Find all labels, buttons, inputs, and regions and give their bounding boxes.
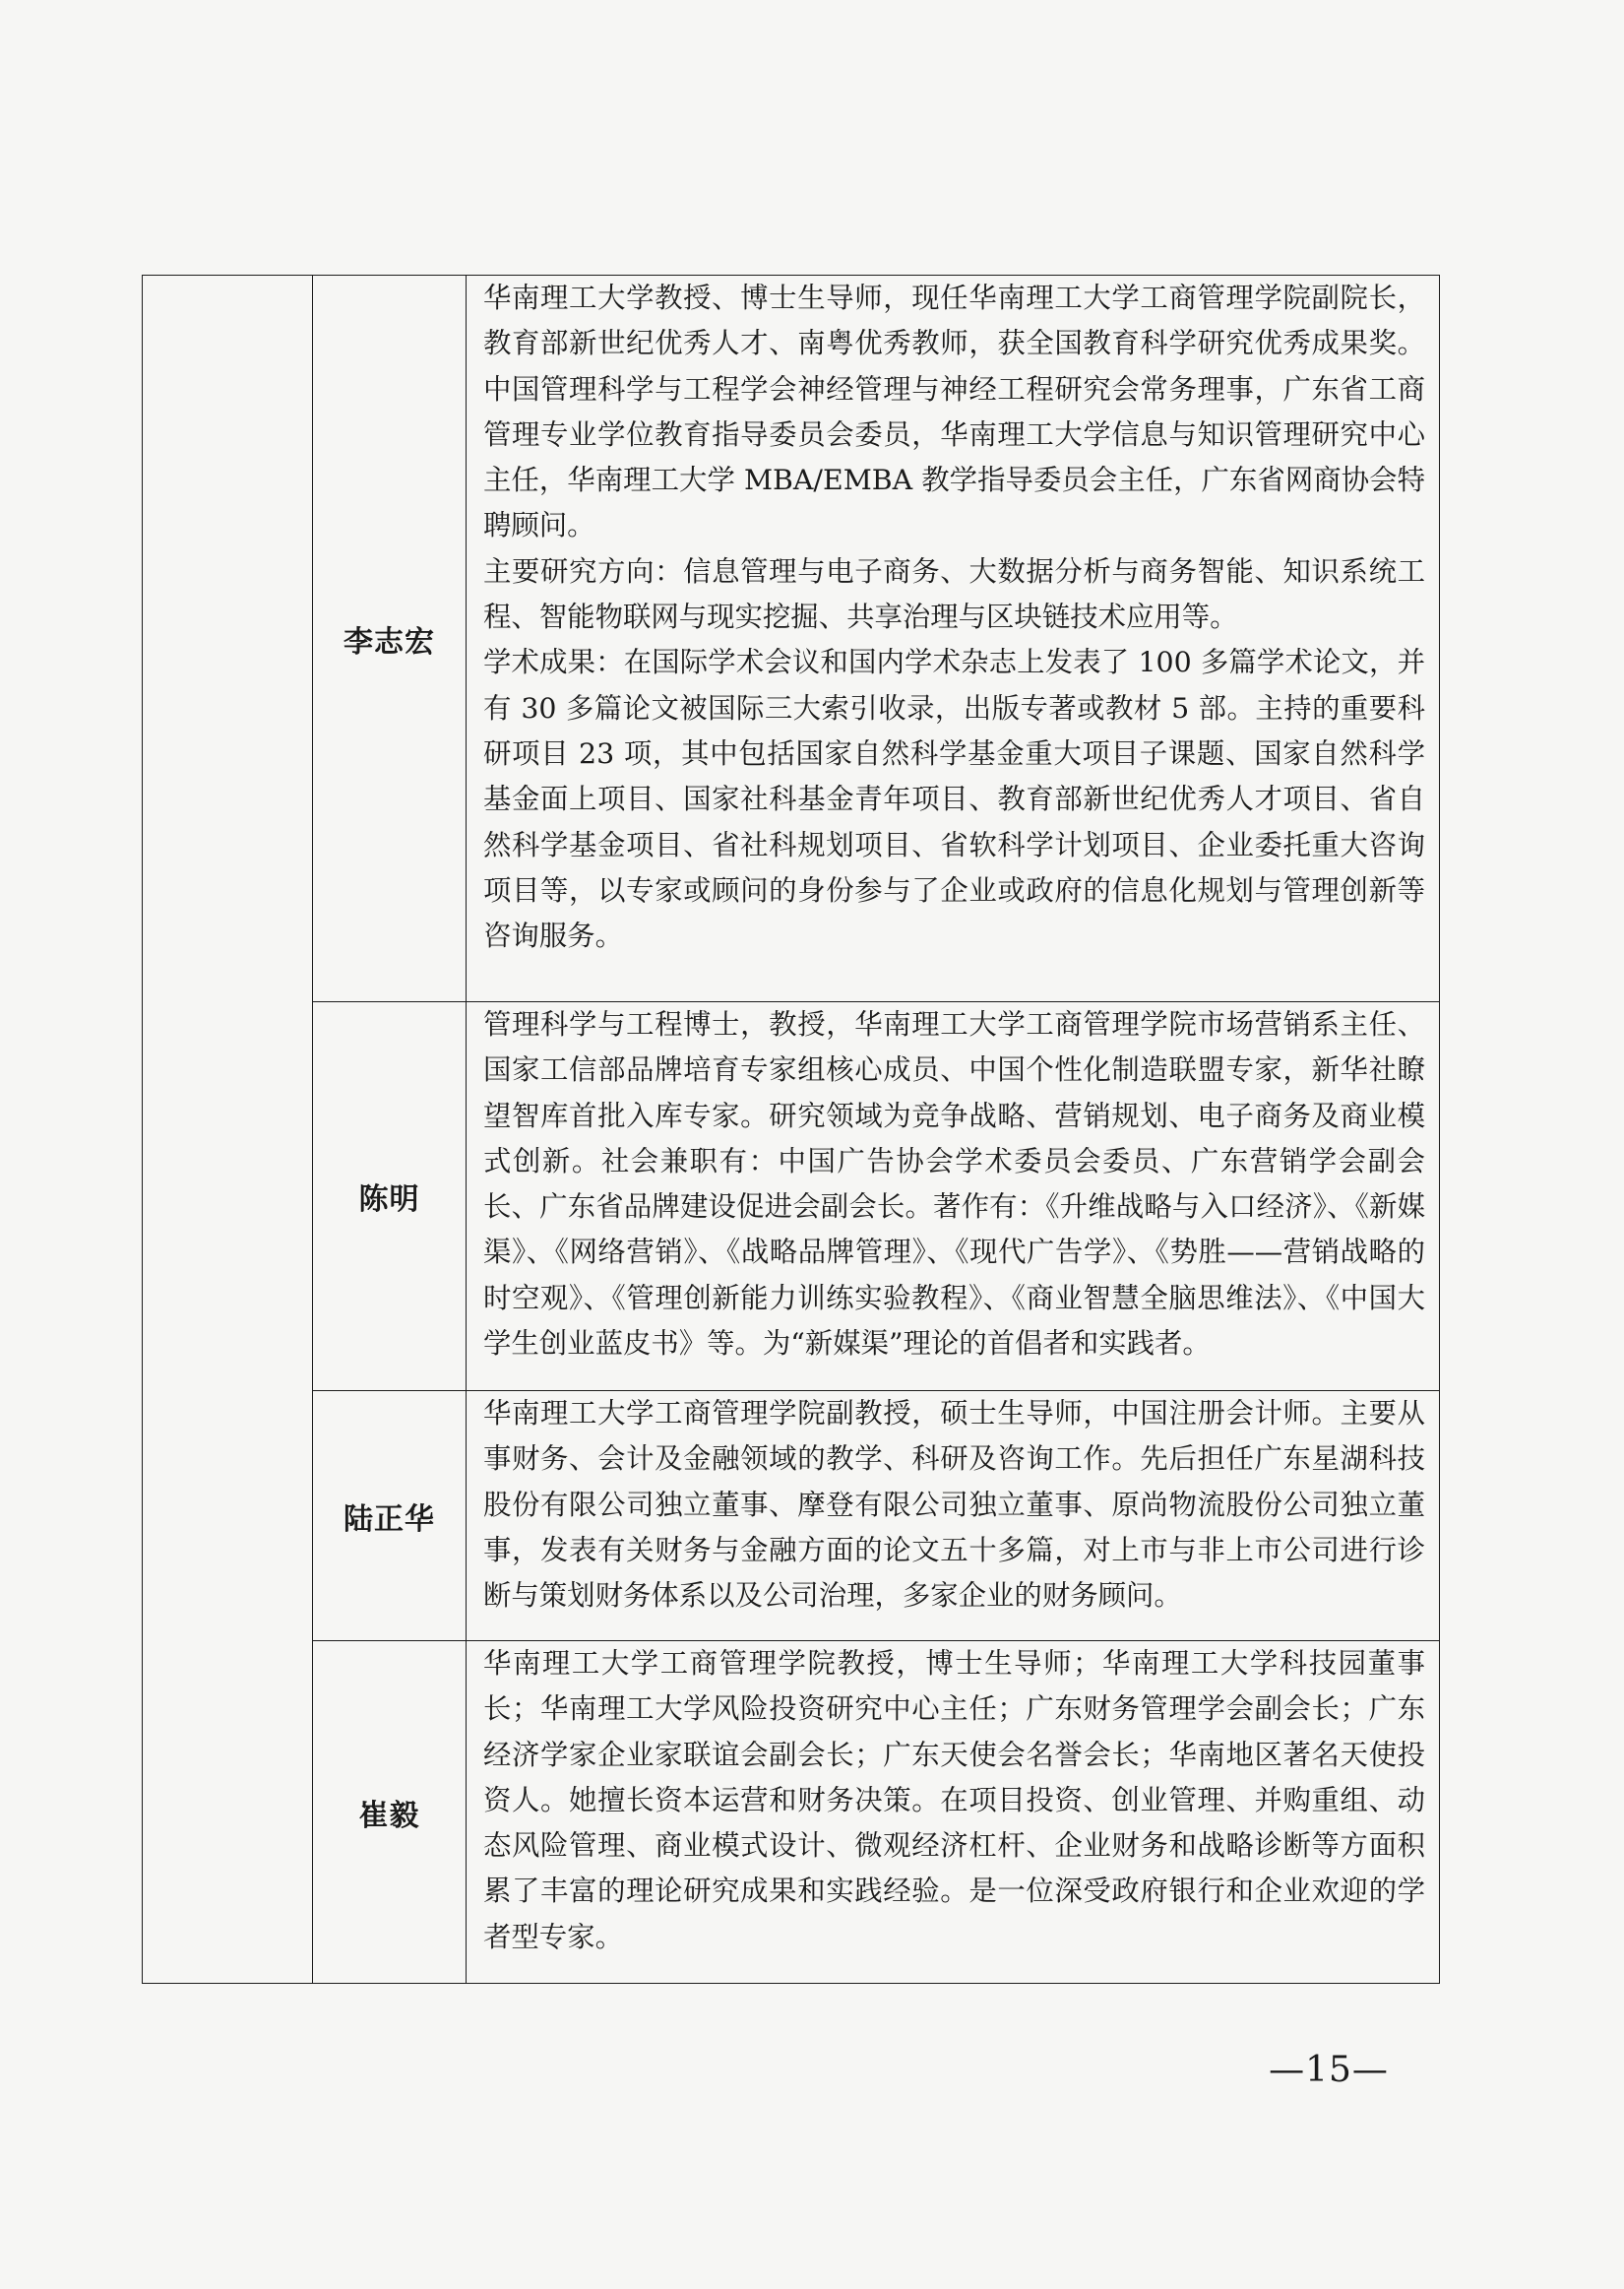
category-cell	[143, 276, 313, 1984]
bio-paragraph: 管理科学与工程博士，教授，华南理工大学工商管理学院市场营销系主任、国家工信部品牌培育专家组核心成员、中国个性化制造联盟专家，新华社瞭望智库首批入库专家。研究领域为竞争战略、营销规划、电子商务及商业模式创新。社会兼职有：中国广告协会学术委员会委员、广东营销学会副会长、广东省品牌建设促进会副会长。著作有：《升维战略与入口经济》、《新媒渠》、《网络营销》、《战略品牌管理》、《现代广告学》、《势胜——营销战略的时空观》、《管理创新能力训练实验教程》、《商业智慧全脑思维法》、《中国大学生创业蓝皮书》等。为“新媒渠”理论的首倡者和实践者。	[483, 1008, 1425, 1361]
expert-bio	[467, 1391, 1440, 1641]
table-row	[143, 1641, 1440, 1984]
bio-paragraph: 华南理工大学工商管理学院教授，博士生导师；华南理工大学科技园董事长；华南理工大学风险投资研究中心主任；广东财务管理学会副会长；广东经济学家企业家联谊会副会长；广东天使会名誉会长；华南地区著名天使投资人。她擅长资本运营和财务决策。在项目投资、创业管理、并购重组、动态风险管理、商业模式设计、微观经济杠杆、企业财务和战略诊断等方面积累了丰富的理论研究成果和实践经验。是一位深受政府银行和企业欢迎的学者型专家。	[483, 1647, 1425, 1953]
bio-paragraph: 主要研究方向：信息管理与电子商务、大数据分析与商务智能、知识系统工程、智能物联网与现实挖掘、共享治理与区块链技术应用等。	[483, 554, 1425, 634]
table-row	[143, 276, 1440, 1002]
bio-paragraph: 华南理工大学工商管理学院副教授，硕士生导师，中国注册会计师。主要从事财务、会计及金融领域的教学、科研及咨询工作。先后担任广东星湖科技股份有限公司独立董事、摩登有限公司独立董事、原尚物流股份公司独立董事，发表有关财务与金融方面的论文五十多篇，对上市与非上市公司进行诊断与策划财务体系以及公司治理，多家企业的财务顾问。	[483, 1397, 1425, 1613]
expert-bio	[467, 276, 1440, 1002]
expert-name: 陈明	[313, 1002, 467, 1391]
expert-bio	[467, 1002, 1440, 1391]
expert-name: 崔毅	[313, 1641, 467, 1984]
expert-bio	[467, 1641, 1440, 1984]
expert-name: 陆正华	[313, 1391, 467, 1641]
bio-paragraph: 华南理工大学教授、博士生导师，现任华南理工大学工商管理学院副院长，教育部新世纪优秀人才、南粤优秀教师，获全国教育科学研究优秀成果奖。中国管理科学与工程学会神经管理与神经工程研究会常务理事，广东省工商管理专业学位教育指导委员会委员，华南理工大学信息与知识管理研究中心主任，华南理工大学 MBA/EMBA 教学指导委员会主任，广东省网商协会特聘顾问。	[483, 282, 1425, 542]
table-row	[143, 1002, 1440, 1391]
table-row	[143, 1391, 1440, 1641]
bio-paragraph: 学术成果：在国际学术会议和国内学术杂志上发表了 100 多篇学术论文，并有 30 多篇论文被国际三大索引收录，出版专著或教材 5 部。主持的重要科研项目 23 项，其中包括国家自然科学基金重大项目子课题、国家自然科学基金面上项目、国家社科基金青年项目、教育部新世纪优秀人才项目、省自然科学基金项目、省社科规划项目、省软科学计划项目、企业委托重大咨询项目等，以专家或顾问的身份参与了企业或政府的信息化规划与管理创新等咨询服务。	[483, 646, 1425, 953]
page-number: —15—	[1269, 2050, 1389, 2090]
expert-name: 李志宏	[313, 276, 467, 1002]
expert-table	[142, 275, 1440, 1984]
